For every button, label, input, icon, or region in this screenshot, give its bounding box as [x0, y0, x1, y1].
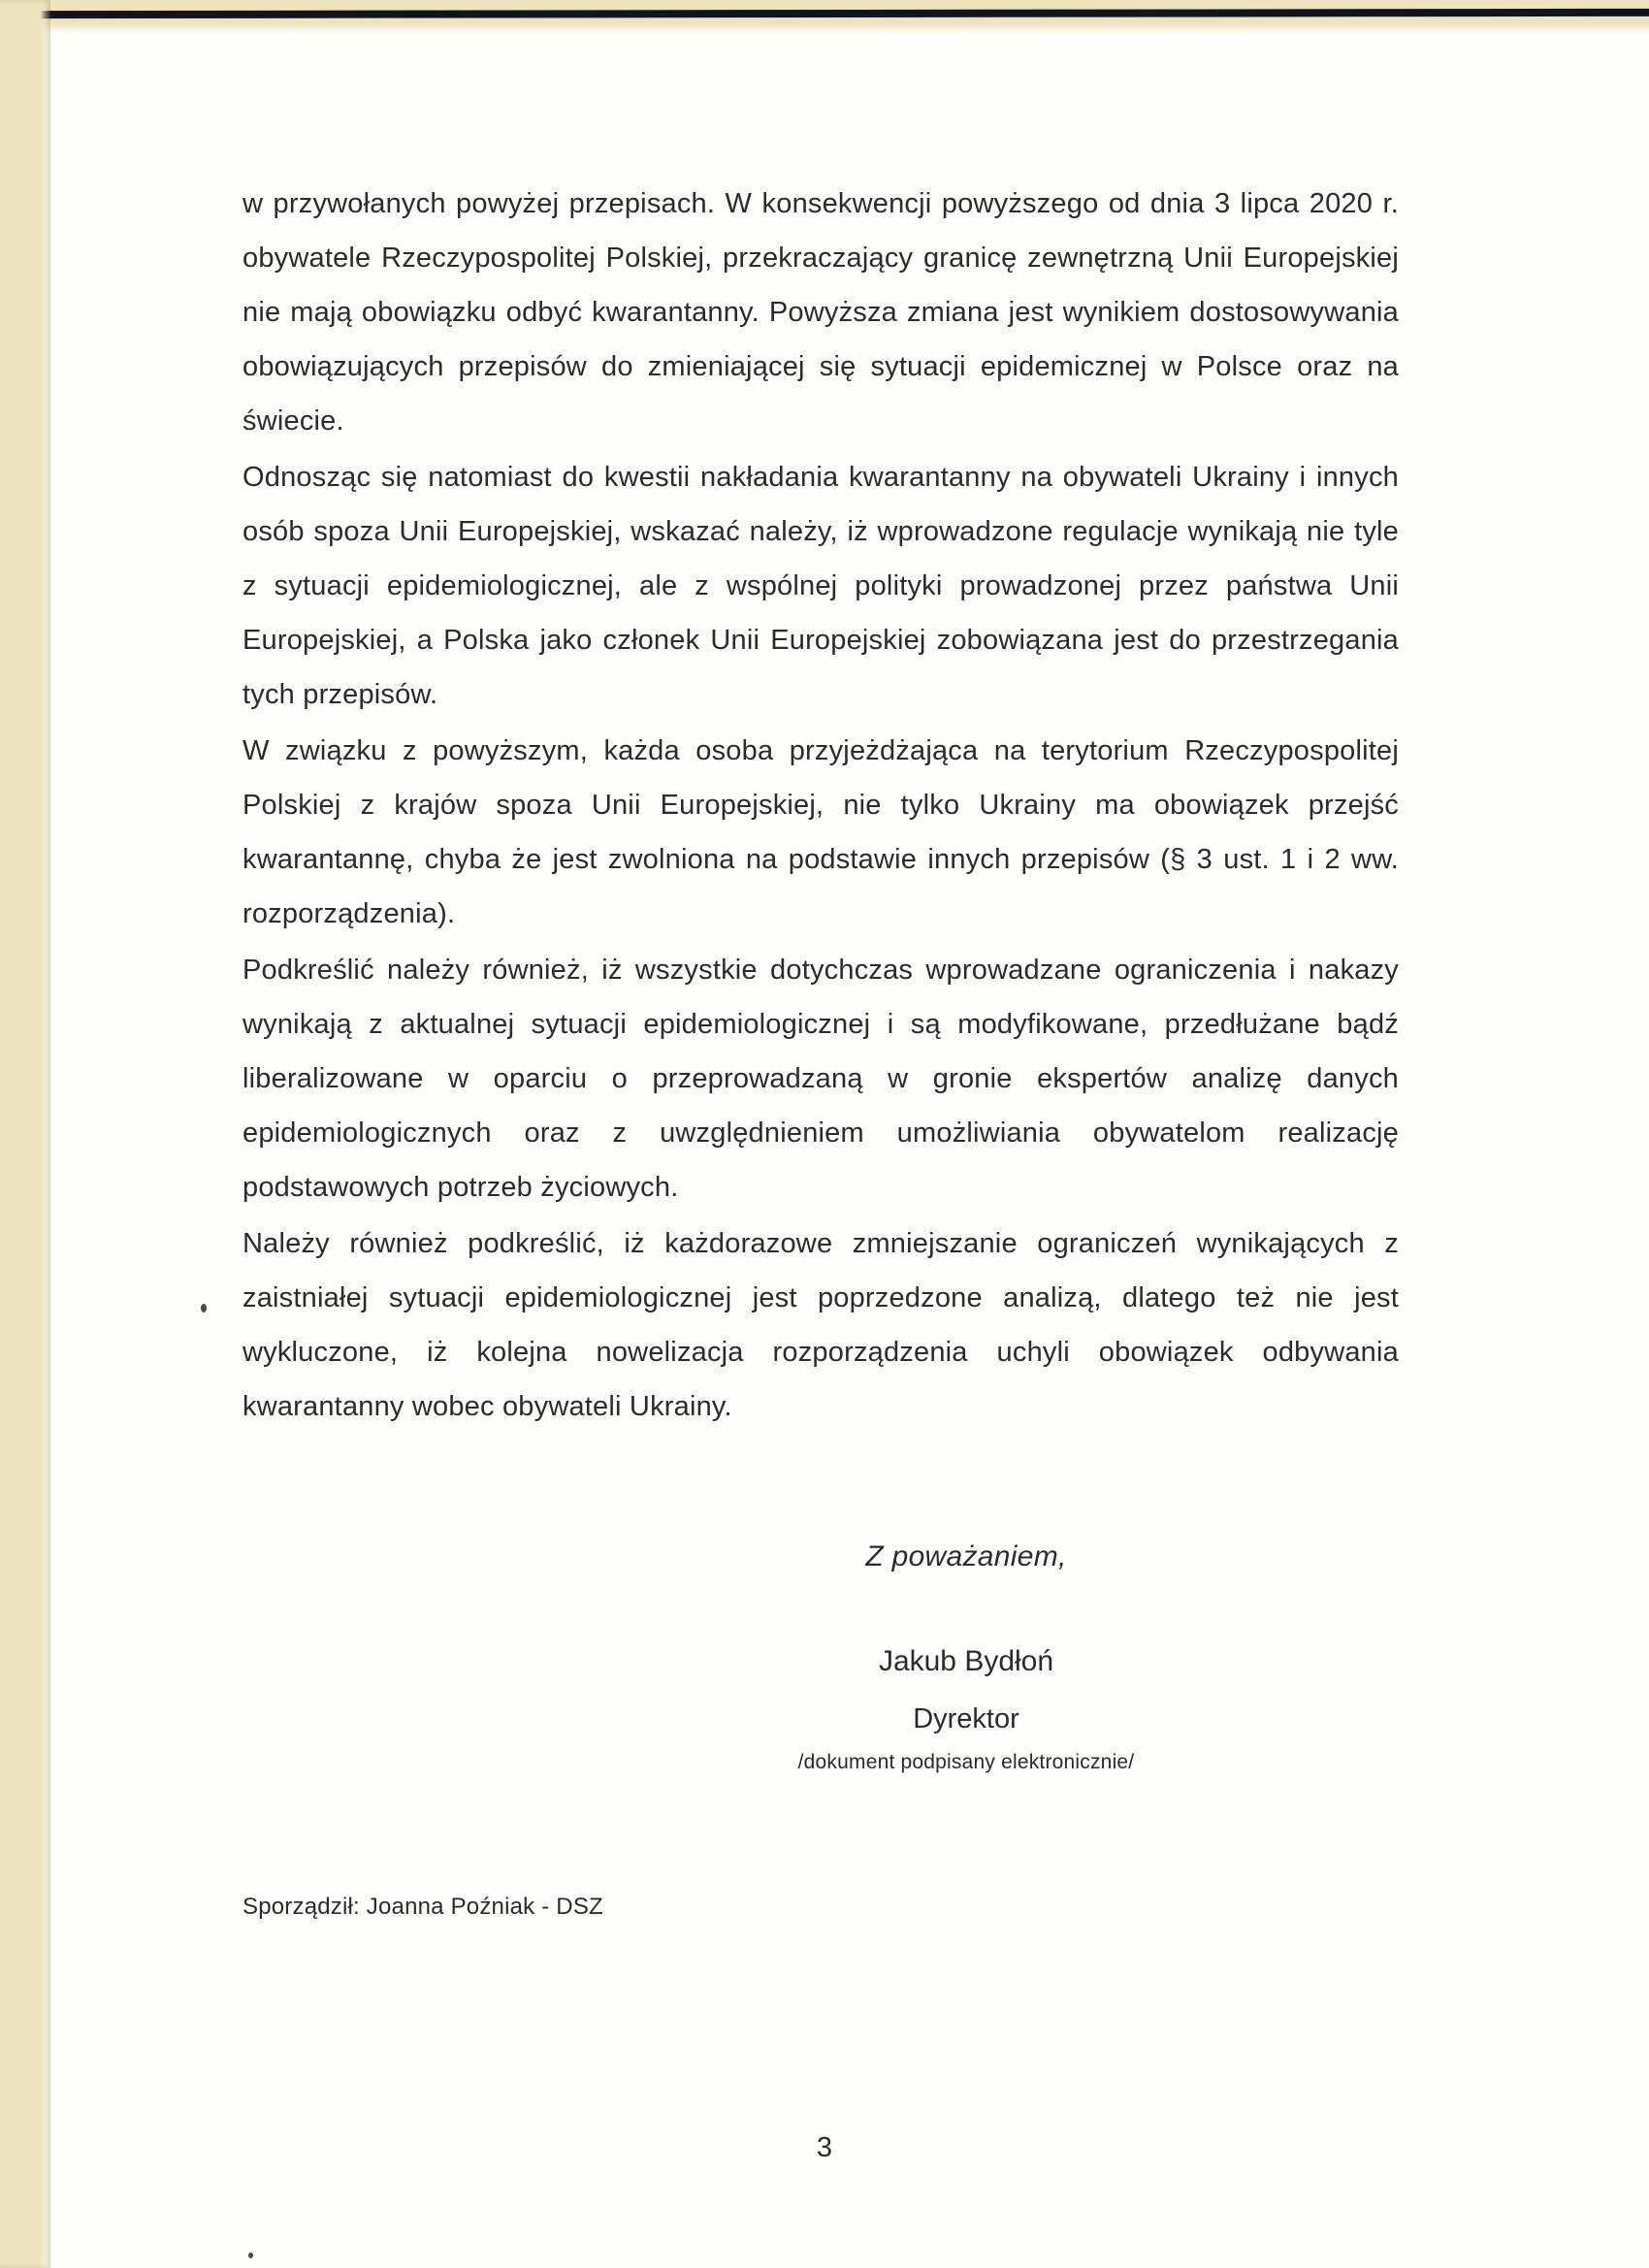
- scan-speck: [248, 2252, 253, 2258]
- electronic-signature-note: /dokument podpisany elektronicznie/: [797, 1751, 1135, 1773]
- scan-edge-left: [0, 0, 50, 2268]
- body-paragraph-3: W związku z powyższym, każda osoba przyjeżdżająca na terytorium Rzeczypospolitej Polskiej z krajów spoza Unii Europejskiej, nie tylko Ukrainy ma obowiązek przejść kwarantannę, chyba że jest zwolniona na podstawie innych przepisów (§ 3 ust. 1 i 2 ww. rozporządzenia).: [242, 735, 1399, 929]
- letter-body: [242, 177, 1399, 1434]
- signature-block: [766, 1540, 1166, 1774]
- body-paragraph-1: w przywołanych powyżej przepisach. W konsekwencji powyższego od dnia 3 lipca 2020 r. obywatele Rzeczypospolitej Polskiej, przekraczający granicę zewnętrzną Unii Europejskiej nie mają obowiązku odbyć kwarantanny. Powyższa zmiana jest wynikiem dostosowywania obowiązujących przepisów do zmieniającej się sytuacji epidemicznej w Polsce oraz na świecie.: [242, 188, 1399, 437]
- closing-salutation: Z poważaniem,: [865, 1540, 1067, 1572]
- scan-speck: [201, 1304, 207, 1312]
- body-paragraph-4: Podkreślić należy również, iż wszystkie dotychczas wprowadzane ograniczenia i nakazy wynikają z aktualnej sytuacji epidemiologicznej i są modyfikowane, przedłużane bądź liberalizowane w oparciu o przeprowadzaną w gronie ekspertów analizę danych epidemiologicznych oraz z uwzględnieniem umożliwiania obywatelom realizację podstawowych potrzeb życiowych.: [242, 955, 1399, 1203]
- page-number: 3: [816, 2132, 833, 2163]
- signer-name: Jakub Bydłoń: [878, 1645, 1054, 1677]
- prepared-by-note: Sporządził: Joanna Poźniak - DSZ: [242, 1894, 603, 1920]
- body-paragraph-5: Należy również podkreślić, iż każdorazowe zmniejszanie ograniczeń wynikających z zaistniałej sytuacji epidemiologicznej jest poprzedzone analizą, dlatego też nie jest wykluczone, iż kolejna nowelizacja rozporządzenia uchyli obowiązek odbywania kwarantanny wobec obywateli Ukrainy.: [242, 1228, 1399, 1422]
- signer-title: Dyrektor: [913, 1703, 1019, 1734]
- body-paragraph-2: Odnosząc się natomiast do kwestii nakładania kwarantanny na obywateli Ukrainy i innych osób spoza Unii Europejskiej, wskazać należy, iż wprowadzone regulacje wynikają nie tyle z sytuacji epidemiologicznej, ale z wspólnej polityki prowadzonej przez państwa Unii Europejskiej, a Polska jako członek Unii Europejskiej zobowiązana jest do przestrzegania tych przepisów.: [242, 462, 1399, 710]
